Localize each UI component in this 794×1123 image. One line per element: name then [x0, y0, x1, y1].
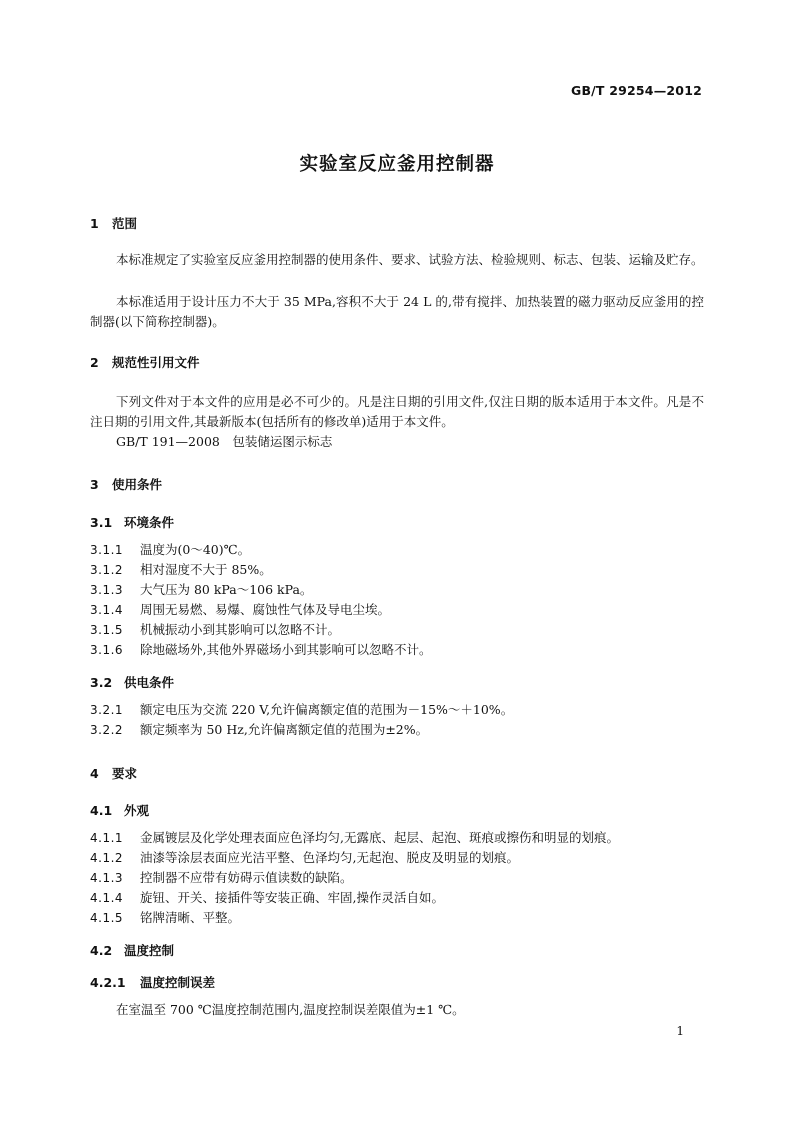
section-title: 环境条件 [124, 515, 175, 530]
section-title: 范围 [112, 216, 138, 231]
standard-number: GB/T 29254—2012 [570, 83, 702, 98]
clause-number: 3.2.2 [90, 723, 124, 737]
clause-3-1-1 [90, 540, 704, 560]
clause-text: 铭牌清晰、平整。 [140, 910, 241, 925]
section-number: 1 [90, 216, 99, 231]
clause-4-1-1 [90, 828, 704, 848]
section-title: 温度控制误差 [140, 975, 216, 990]
section-2-paragraph-1: 下列文件对于本文件的应用是必不可少的。凡是注日期的引用文件,仅注日期的版本适用于本文件。凡是不注日期的引用文件,其最新版本(包括所有的修改单)适用于本文件。 [90, 394, 704, 429]
clause-number: 3.1.5 [90, 623, 124, 637]
section-number: 4.2.1 [90, 975, 126, 990]
section-3-1-heading [90, 513, 174, 531]
clause-3-1-5 [90, 620, 704, 640]
clause-number: 3.2.1 [90, 703, 124, 717]
clause-number: 4.1.2 [90, 851, 124, 865]
section-4-2-1-heading [90, 973, 215, 991]
clause-4-1-2 [90, 848, 704, 868]
section-3-heading [90, 475, 162, 493]
clause-number: 3.1.4 [90, 603, 124, 617]
clause-number: 3.1.2 [90, 563, 124, 577]
clause-4-2-1-text: 在室温至 700 ℃温度控制范围内,温度控制误差限值为±1 ℃。 [116, 1002, 465, 1017]
page-number: 1 [676, 1024, 684, 1038]
clause-4-1-4 [90, 888, 704, 908]
section-1-paragraph-1: 本标准规定了实验室反应釜用控制器的使用条件、要求、试验方法、检验规则、标志、包装、运输及贮存。 [116, 252, 704, 267]
clause-text: 油漆等涂层表面应光洁平整、色泽均匀,无起泡、脱皮及明显的划痕。 [140, 850, 519, 865]
section-title: 温度控制 [124, 943, 175, 958]
clause-text: 控制器不应带有妨碍示值读数的缺陷。 [140, 870, 353, 885]
clause-text: 机械振动小到其影响可以忽略不计。 [140, 622, 341, 637]
clause-number: 4.1.1 [90, 831, 124, 845]
clause-4-1-3 [90, 868, 704, 888]
clause-3-2-2 [90, 720, 704, 740]
clause-3-2-1 [90, 700, 704, 720]
clause-text: 温度为(0～40)℃。 [140, 542, 251, 557]
clause-4-1-5 [90, 908, 704, 928]
clause-text: 相对湿度不大于 85%。 [140, 562, 272, 577]
clause-number: 3.1.3 [90, 583, 124, 597]
section-number: 4.1 [90, 803, 113, 818]
clause-text: 周围无易燃、易爆、腐蚀性气体及导电尘埃。 [140, 602, 391, 617]
section-title: 供电条件 [124, 675, 175, 690]
clause-text: 除地磁场外,其他外界磁场小到其影响可以忽略不计。 [140, 642, 432, 657]
section-3-2-heading [90, 673, 174, 691]
document-title: 实验室反应釜用控制器 [299, 154, 495, 175]
clause-number: 3.1.1 [90, 543, 124, 557]
clause-text: 旋钮、开关、接插件等安装正确、牢固,操作灵活自如。 [140, 890, 444, 905]
clause-number: 3.1.6 [90, 643, 124, 657]
section-4-1-heading [90, 801, 149, 819]
section-1-paragraph-2: 本标准适用于设计压力不大于 35 MPa,容积不大于 24 L 的,带有搅拌、加热装置的磁力驱动反应釜用的控制器(以下简称控制器)。 [90, 294, 704, 329]
section-number: 3 [90, 477, 99, 492]
section-number: 3.2 [90, 675, 113, 690]
clause-3-1-4 [90, 600, 704, 620]
clause-text: 大气压为 80 kPa～106 kPa。 [140, 582, 313, 597]
section-title: 外观 [124, 803, 150, 818]
clause-number: 4.1.4 [90, 891, 124, 905]
clause-text: 金属镀层及化学处理表面应色泽均匀,无露底、起层、起泡、斑痕或擦伤和明显的划痕。 [140, 830, 619, 845]
section-title: 规范性引用文件 [112, 355, 200, 370]
section-number: 4.2 [90, 943, 113, 958]
clause-3-1-6 [90, 640, 704, 660]
clause-3-1-3 [90, 580, 704, 600]
section-2-heading [90, 353, 200, 371]
clause-number: 4.1.5 [90, 911, 124, 925]
section-title: 使用条件 [112, 477, 163, 492]
section-title: 要求 [112, 766, 138, 781]
section-1-heading [90, 214, 137, 232]
section-4-heading [90, 764, 137, 782]
clause-text: 额定频率为 50 Hz,允许偏离额定值的范围为±2%。 [140, 722, 429, 737]
section-number: 2 [90, 355, 99, 370]
section-number: 3.1 [90, 515, 113, 530]
section-4-2-heading [90, 941, 174, 959]
normative-reference: GB/T 191—2008 包装储运图示标志 [116, 434, 333, 449]
clause-text: 额定电压为交流 220 V,允许偏离额定值的范围为－15%～＋10%。 [140, 702, 514, 717]
section-number: 4 [90, 766, 99, 781]
clause-3-1-2 [90, 560, 704, 580]
clause-number: 4.1.3 [90, 871, 124, 885]
